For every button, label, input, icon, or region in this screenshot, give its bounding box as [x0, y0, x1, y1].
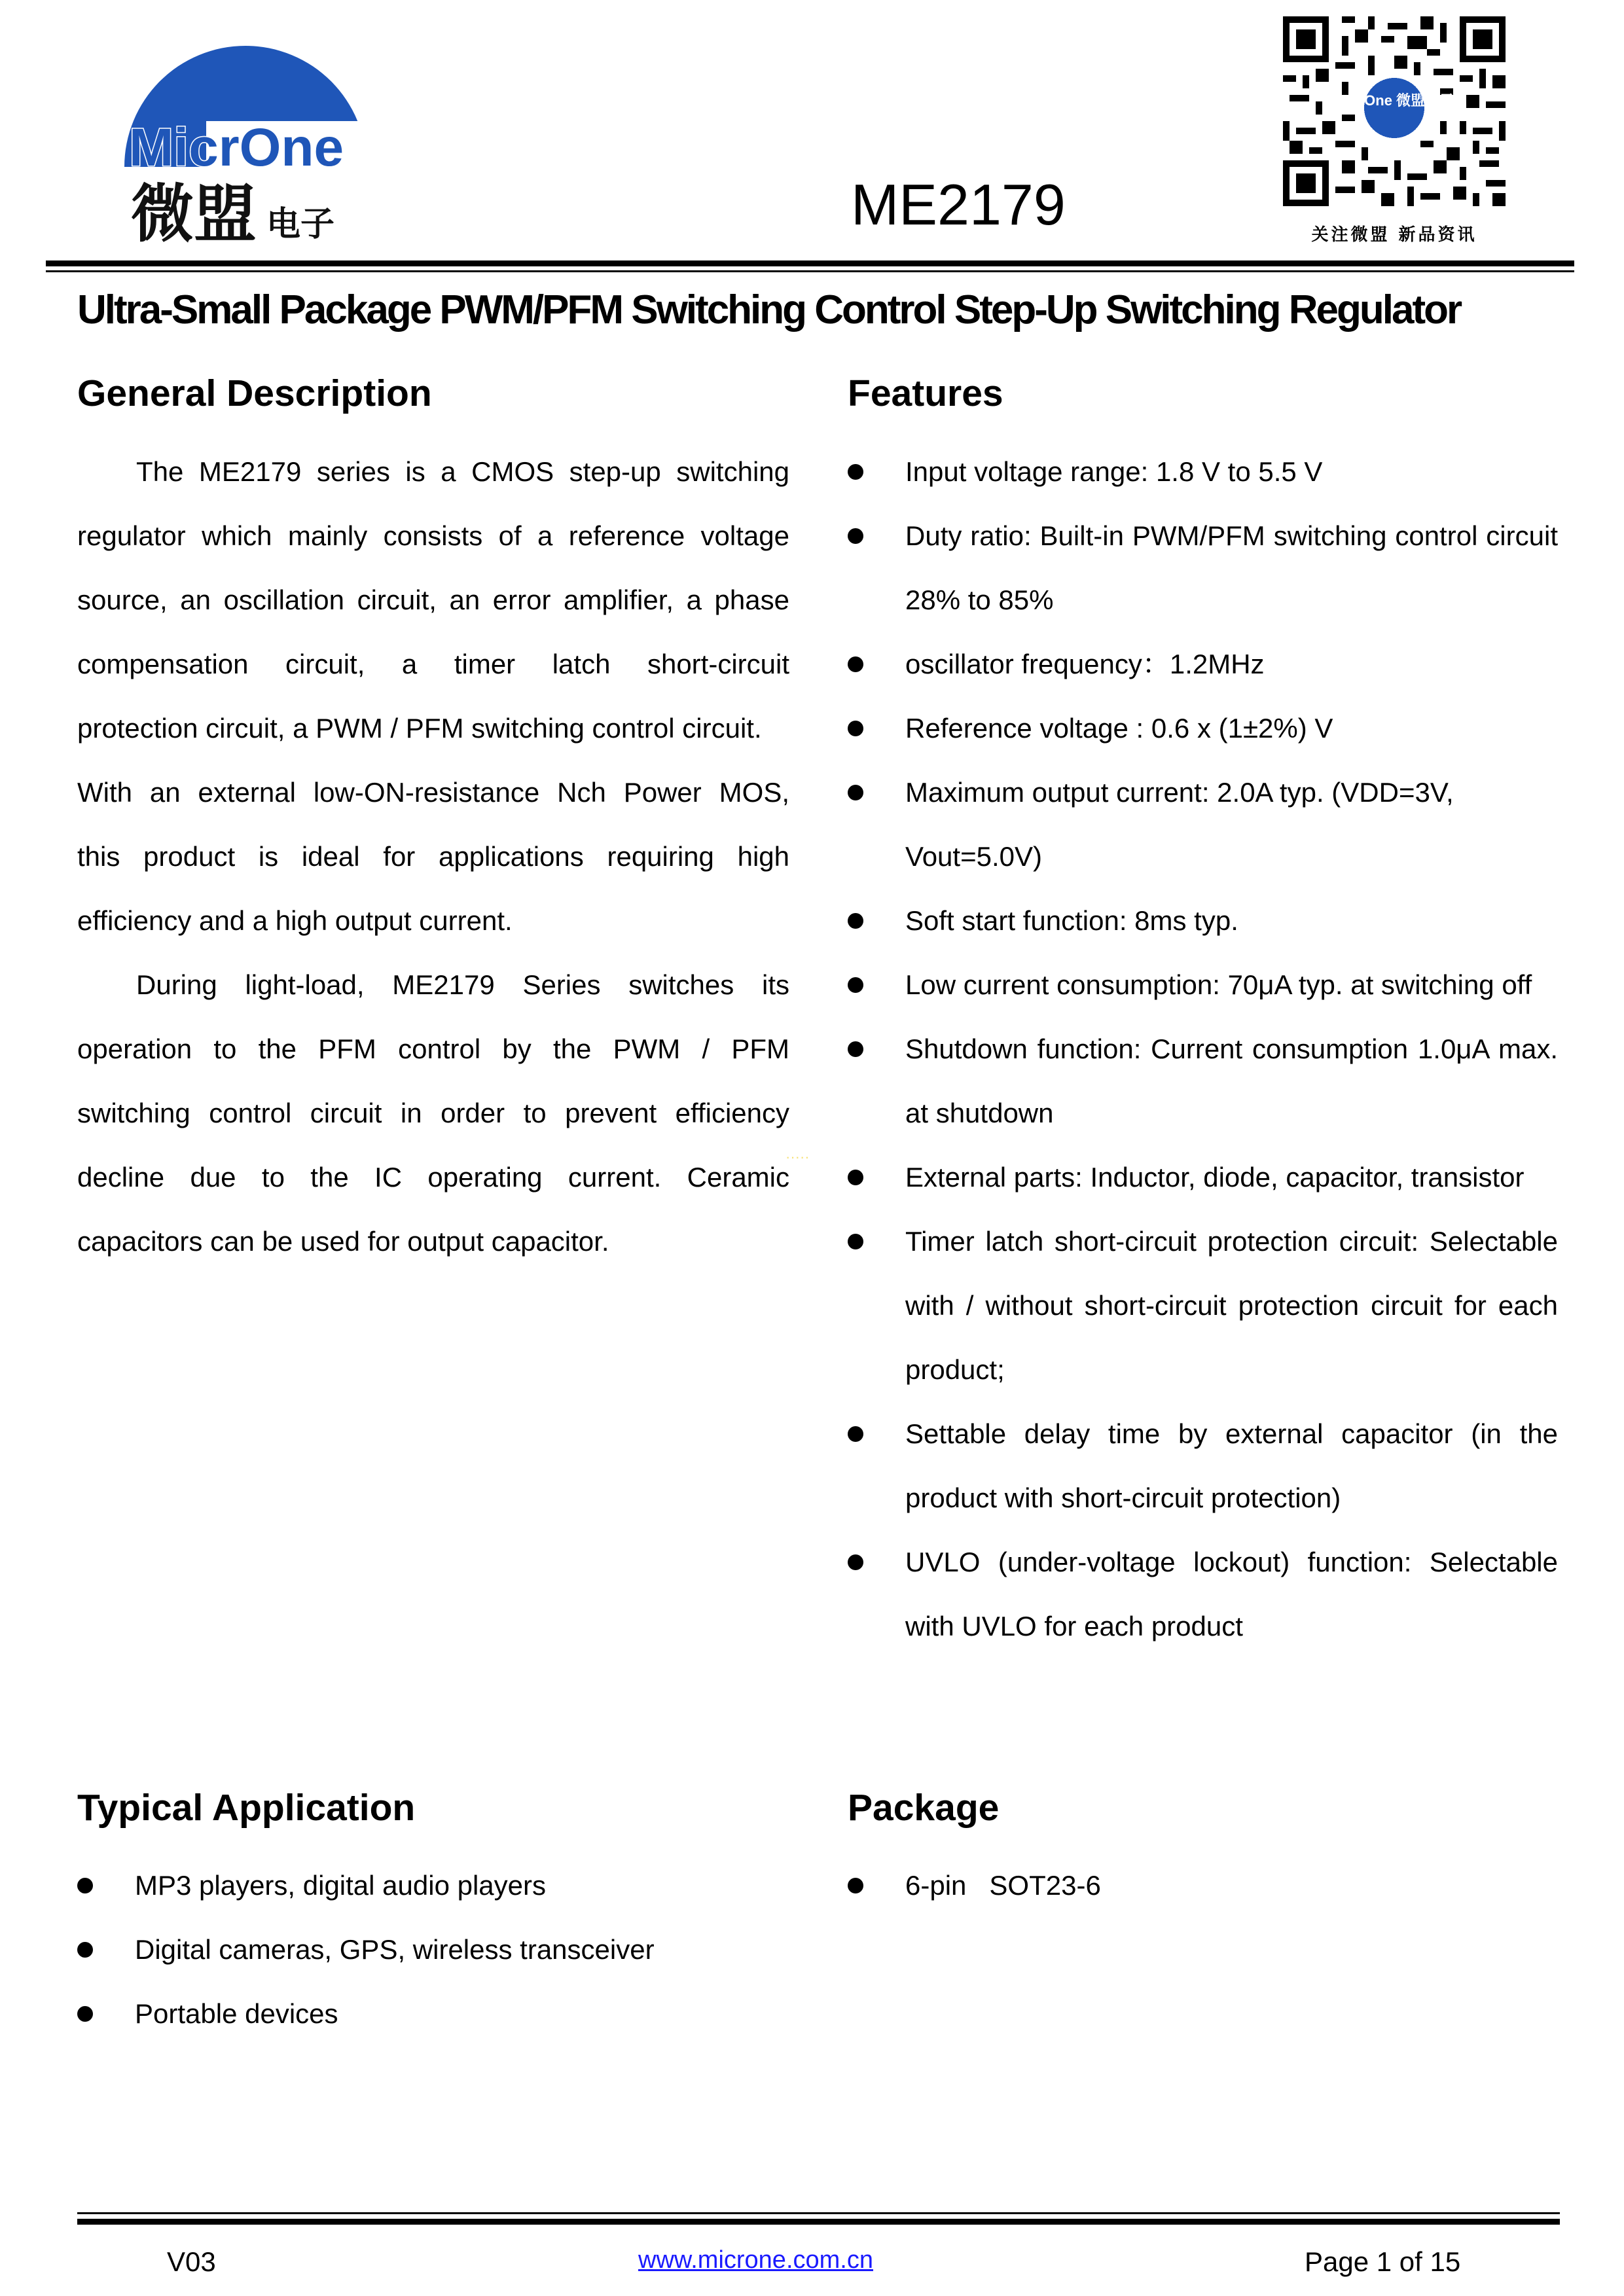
paragraph-line: With an external low-ON-resistance Nch Power MOS,	[77, 777, 789, 808]
footer-page-number: Page 1 of 15	[1305, 2246, 1461, 2277]
logo-brand-en: MicrOne	[129, 118, 344, 177]
document-title: Ultra-Small Package PWM/PFM Switching Control Step-Up Switching Regulator	[77, 287, 1461, 332]
logo-brand-cn-suffix: 电子	[266, 205, 335, 244]
bullet-icon	[848, 1170, 863, 1185]
bullet-icon	[848, 1041, 863, 1057]
paragraph-line: During light-load, ME2179 Series switches its	[136, 969, 789, 1000]
paragraph-line: decline due to the IC operating current. Ceramic	[77, 1162, 789, 1193]
paragraph-line: protection circuit, a PWM / PFM switching control circuit.	[77, 713, 762, 744]
feature-item: Maximum output current: 2.0A typ. (VDD=3V, Vout=5.0V)	[848, 761, 1558, 889]
section-heading-features: Features	[848, 372, 1003, 414]
paragraph-line: capacitors can be used for output capacitor.	[77, 1226, 609, 1257]
bullet-icon	[848, 528, 863, 544]
footer-version: V03	[167, 2246, 216, 2277]
bullet-icon	[77, 2006, 93, 2022]
features-list	[848, 440, 1558, 1659]
bullet-icon	[77, 1878, 93, 1893]
feature-item: Soft start function: 8ms typ.	[848, 889, 1558, 953]
feature-item: oscillator frequency：1.2MHz	[848, 632, 1558, 696]
bullet-icon	[848, 1878, 863, 1893]
microne-logo	[115, 29, 376, 245]
bullet-icon	[848, 1234, 863, 1249]
general-description-paragraph-2	[77, 953, 789, 1274]
application-item: Portable devices	[77, 1982, 797, 2046]
feature-item: External parts: Inductor, diode, capacitor, transistor	[848, 1145, 1558, 1210]
header-rule-thick	[46, 260, 1574, 266]
header-rule-thin	[46, 270, 1574, 272]
section-heading-general-description: General Description	[77, 372, 432, 414]
paragraph-line: operation to the PFM control by the PWM / PFM	[77, 1033, 789, 1064]
section-heading-package: Package	[848, 1787, 1000, 1829]
application-item: Digital cameras, GPS, wireless transceiver	[77, 1918, 797, 1982]
bullet-icon	[848, 913, 863, 929]
general-description-paragraph-1	[77, 440, 789, 953]
qr-center-label: MicrOne 微盟电子	[1334, 92, 1454, 109]
feature-item: UVLO (under-voltage lockout) function: Selectable with UVLO for each product	[848, 1530, 1558, 1659]
footer-rule-thick	[77, 2219, 1560, 2225]
feature-item: Settable delay time by external capacitor (in the product with short-circuit protection)	[848, 1402, 1558, 1530]
logo-brand-cn: 微盟	[131, 177, 257, 245]
paragraph-line: compensation circuit, a timer latch short-circuit	[77, 649, 789, 679]
footer-rule-thin	[77, 2212, 1560, 2214]
feature-item: Low current consumption: 70μA typ. at switching off	[848, 953, 1558, 1017]
bullet-icon	[848, 785, 863, 800]
bullet-icon	[848, 977, 863, 993]
paragraph-line: source, an oscillation circuit, an error amplifier, a phase	[77, 584, 789, 615]
feature-item: Shutdown function: Current consumption 1.0μA max. at shutdown	[848, 1017, 1558, 1145]
bullet-icon	[848, 1554, 863, 1570]
bullet-icon	[77, 1942, 93, 1958]
feature-item: Input voltage range: 1.8 V to 5.5 V	[848, 440, 1558, 504]
feature-item: Timer latch short-circuit protection circuit: Selectable with / without short-circuit protection circuit for each product;	[848, 1210, 1558, 1402]
package-list	[848, 1854, 1558, 1918]
paragraph-line: regulator which mainly consists of a reference voltage	[77, 520, 789, 551]
package-item: 6-pin SOT23-6	[848, 1854, 1558, 1918]
application-item: MP3 players, digital audio players	[77, 1854, 797, 1918]
section-heading-typical-application: Typical Application	[77, 1787, 416, 1829]
paragraph-line: this product is ideal for applications requiring high	[77, 841, 789, 872]
applications-list	[77, 1854, 797, 2046]
paragraph-line: efficiency and a high output current.	[77, 905, 513, 936]
feature-item: Duty ratio: Built-in PWM/PFM switching control circuit 28% to 85%	[848, 504, 1558, 632]
bullet-icon	[848, 1426, 863, 1442]
feature-item: Reference voltage : 0.6 x (1±2%) V	[848, 696, 1558, 761]
faint-watermark: ·····	[785, 1149, 810, 1165]
part-number: ME2179	[851, 172, 1066, 237]
bullet-icon	[848, 464, 863, 480]
qr-caption: 关注微盟 新品资讯	[1311, 225, 1477, 245]
paragraph-line: The ME2179 series is a CMOS step-up switching	[136, 456, 789, 487]
paragraph-line: switching control circuit in order to prevent efficiency	[77, 1098, 789, 1128]
footer-website-link[interactable]: www.microne.com.cn	[638, 2246, 873, 2274]
bullet-icon	[848, 721, 863, 736]
wechat-qr-code[interactable]	[1283, 16, 1506, 206]
bullet-icon	[848, 656, 863, 672]
